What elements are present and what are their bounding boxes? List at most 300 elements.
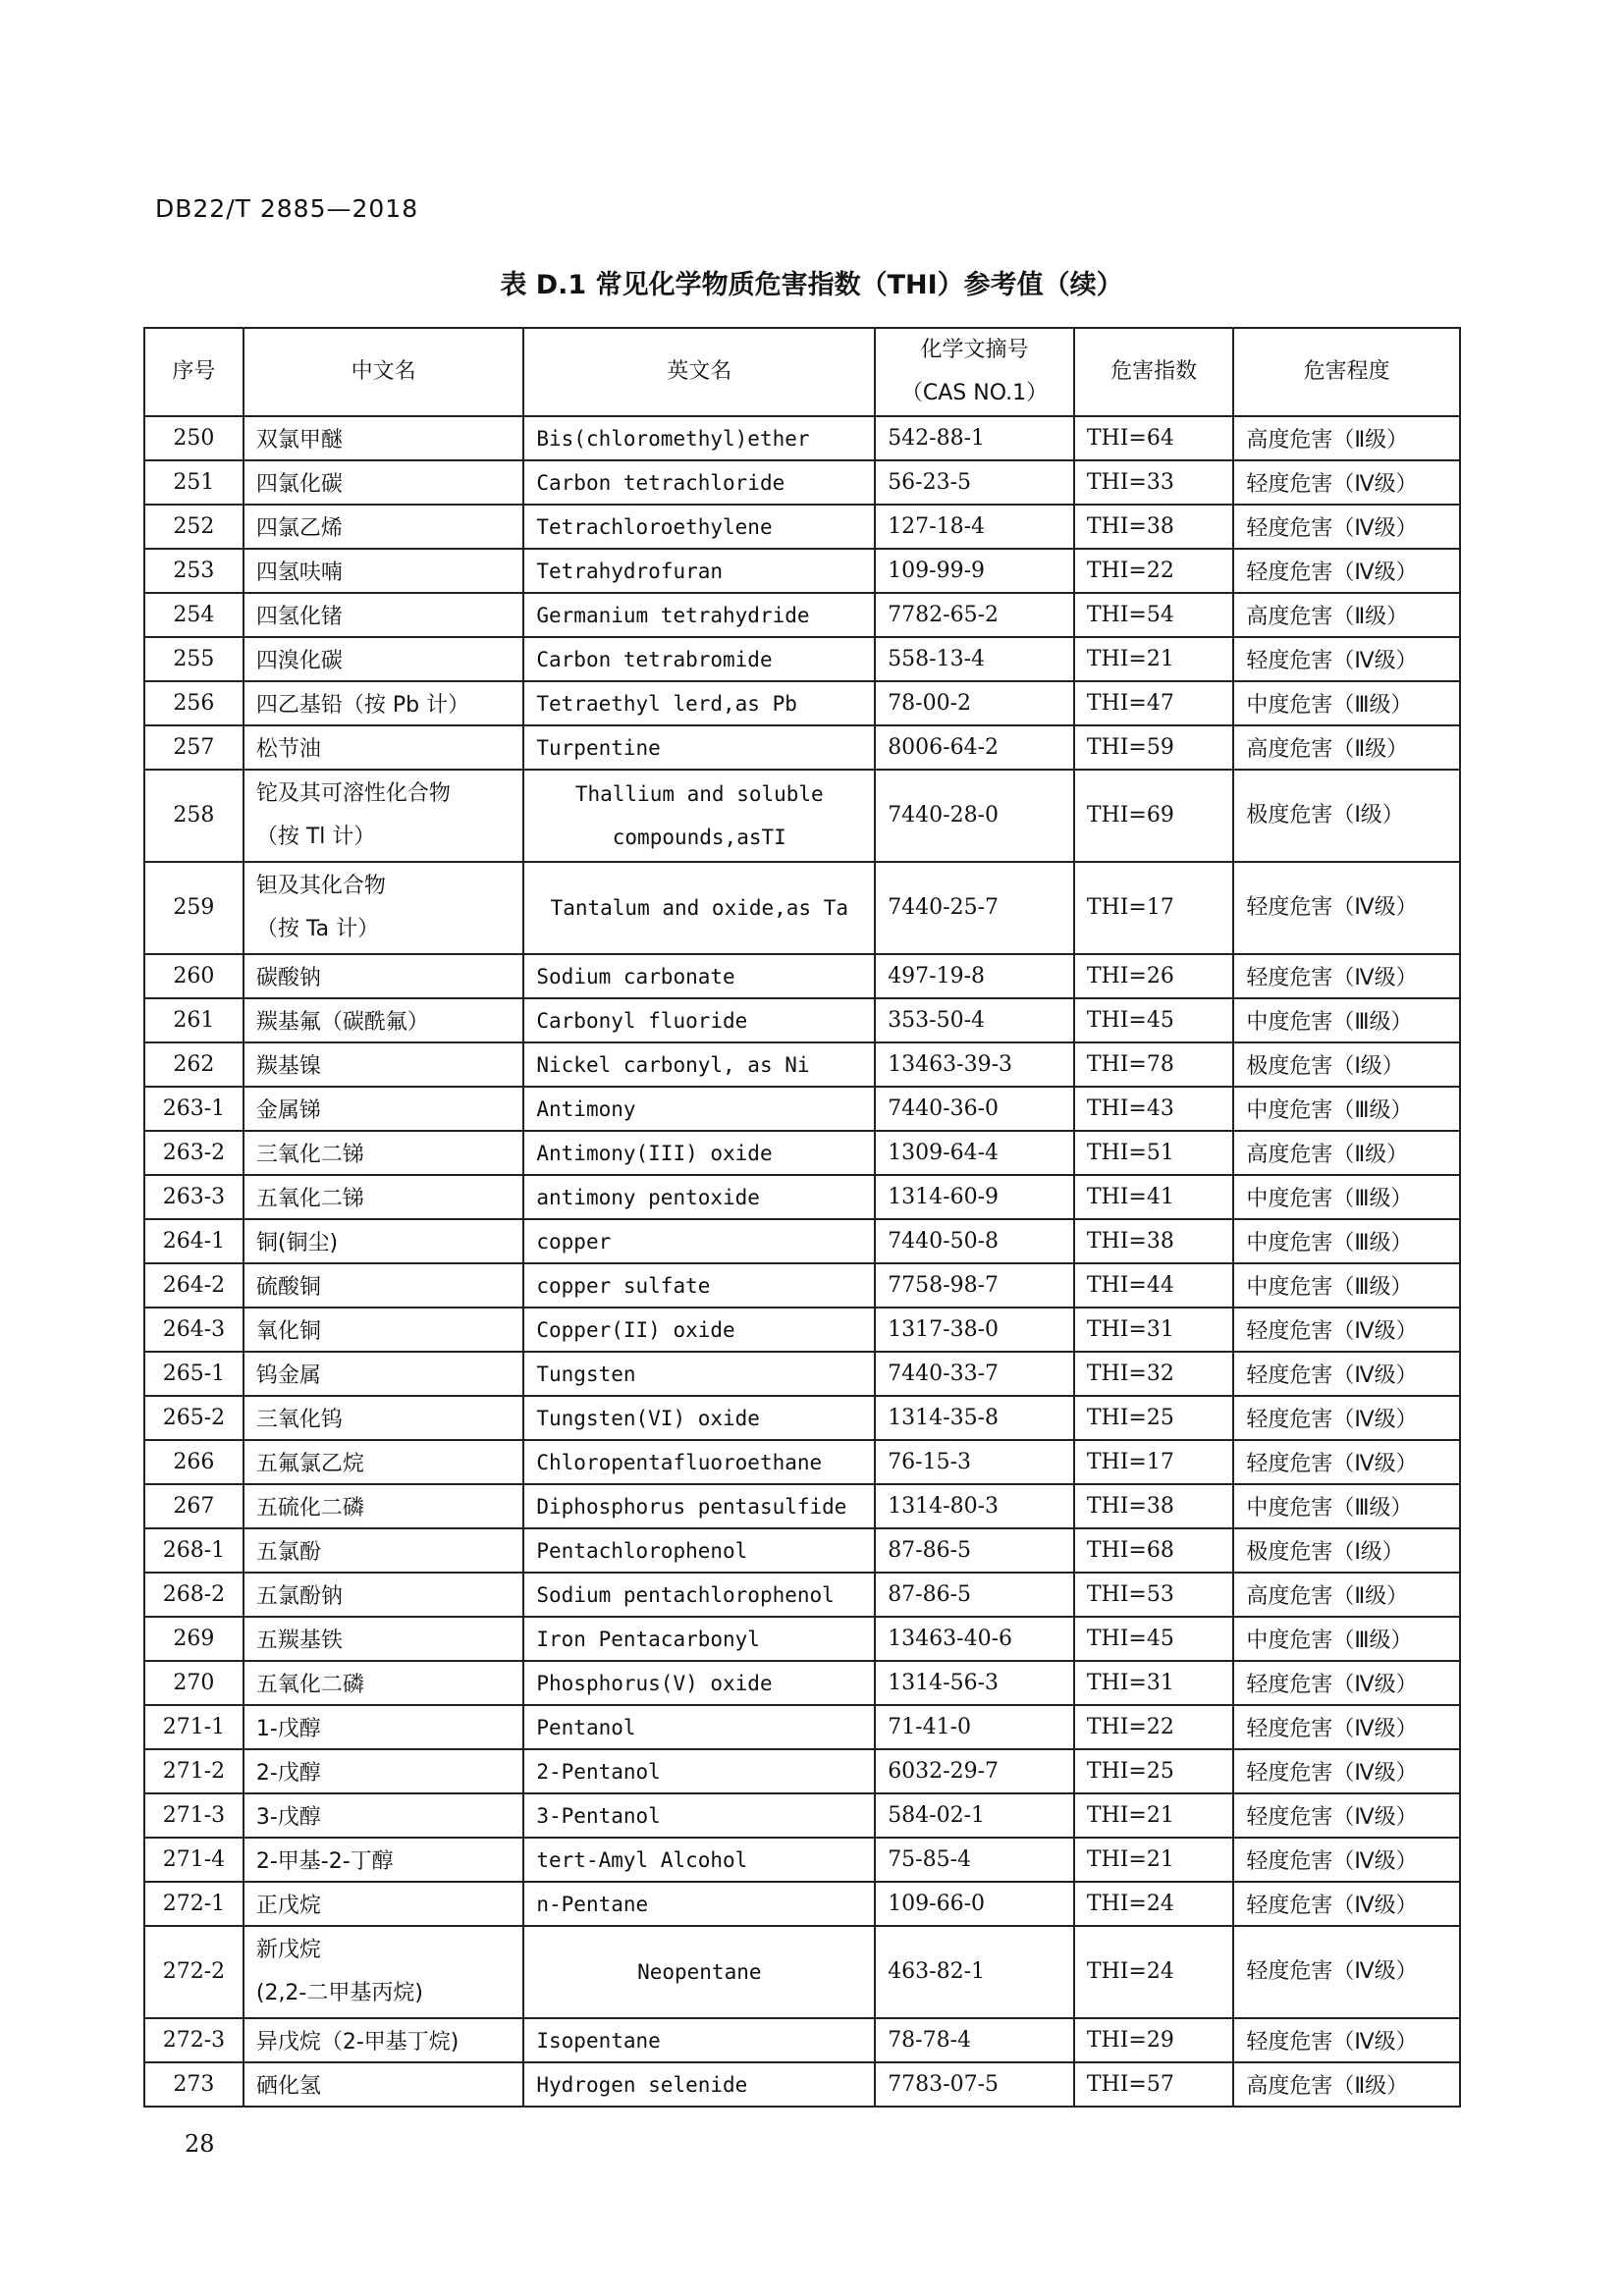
cell-cas: 6032-29-7 [875, 1749, 1074, 1793]
cn-name-line: 松节油 [255, 737, 321, 762]
thi-reference-table [143, 327, 1461, 2108]
cell-no: 264-2 [144, 1263, 243, 1308]
cell-no: 271-2 [144, 1749, 243, 1793]
cell-cn-name [243, 2018, 524, 2062]
cell-no: 253 [144, 549, 243, 593]
cell-cn-name [243, 1661, 524, 1705]
cn-name-line: 五氧化二磷 [255, 1673, 364, 1697]
cell-level: 轻度危害（Ⅳ级） [1233, 549, 1460, 593]
cell-no: 256 [144, 681, 243, 725]
cell-cas: 109-66-0 [875, 1882, 1074, 1926]
cell-thi: THI=45 [1074, 998, 1233, 1042]
table-row [144, 1352, 1460, 1396]
cell-no: 272-2 [144, 1926, 243, 2018]
cell-cn-name [243, 1705, 524, 1749]
cell-cn-name [243, 770, 524, 862]
cell-no: 252 [144, 505, 243, 549]
en-name-line: compounds,asTI [612, 826, 786, 849]
cell-cas: 1317-38-0 [875, 1308, 1074, 1352]
cell-en-name [523, 725, 875, 770]
cell-cn-name [243, 1308, 524, 1352]
cell-no: 264-1 [144, 1219, 243, 1263]
cell-no: 263-2 [144, 1131, 243, 1175]
table-row [144, 1793, 1460, 1838]
cell-level: 轻度危害（Ⅳ级） [1233, 460, 1460, 505]
table-row [144, 1882, 1460, 1926]
en-name-line: copper sulfate [536, 1273, 711, 1298]
en-name-line: Iron Pentacarbonyl [536, 1627, 760, 1651]
cn-name-line: 四氯化碳 [255, 472, 343, 497]
en-name-line: Hydrogen selenide [536, 2072, 748, 2097]
cell-no: 271-3 [144, 1793, 243, 1838]
cn-name-line: 三氧化钨 [255, 1408, 343, 1432]
cell-no: 262 [144, 1042, 243, 1087]
table-row [144, 505, 1460, 549]
cell-en-name [523, 1528, 875, 1573]
en-name-line: Antimony [536, 1096, 636, 1121]
cell-level: 轻度危害（Ⅳ级） [1233, 1352, 1460, 1396]
cell-thi: THI=78 [1074, 1042, 1233, 1087]
cell-thi: THI=26 [1074, 954, 1233, 998]
cn-name-line: 硒化氢 [255, 2074, 321, 2099]
cell-en-name [523, 1042, 875, 1087]
cn-name-line: 铊及其可溶性化合物 [255, 781, 451, 806]
table-row [144, 681, 1460, 725]
cell-en-name [523, 1926, 875, 2018]
cell-en-name [523, 2062, 875, 2107]
cn-name-line: (2,2-二甲基丙烷) [255, 1981, 423, 2005]
en-name-line: Pentanol [536, 1715, 636, 1739]
cell-cas: 1314-35-8 [875, 1396, 1074, 1440]
cell-en-name [523, 2018, 875, 2062]
cell-thi: THI=59 [1074, 725, 1233, 770]
cn-name-line: 钨金属 [255, 1363, 321, 1388]
cell-thi: THI=69 [1074, 770, 1233, 862]
cn-name-line: 2-戊醇 [255, 1761, 321, 1786]
col-header-cas-line2: （CAS NO.1） [900, 381, 1049, 405]
table-row [144, 549, 1460, 593]
cell-cas: 584-02-1 [875, 1793, 1074, 1838]
cell-en-name [523, 681, 875, 725]
cell-cas: 7440-50-8 [875, 1219, 1074, 1263]
cell-cn-name [243, 1042, 524, 1087]
document-code: DB22/T 2885—2018 [155, 194, 419, 223]
cell-level: 轻度危害（Ⅳ级） [1233, 1926, 1460, 2018]
table-row [144, 1440, 1460, 1484]
page-number: 28 [185, 2130, 215, 2158]
cell-cn-name [243, 1749, 524, 1793]
en-name-line: Carbon tetrachloride [536, 470, 785, 495]
cell-cas: 1309-64-4 [875, 1131, 1074, 1175]
cell-level: 轻度危害（Ⅳ级） [1233, 1705, 1460, 1749]
cell-thi: THI=21 [1074, 1838, 1233, 1882]
cell-no: 268-1 [144, 1528, 243, 1573]
cell-thi: THI=57 [1074, 2062, 1233, 2107]
cell-cas: 463-82-1 [875, 1926, 1074, 2018]
cn-name-line: 五氟氯乙烷 [255, 1452, 364, 1476]
cell-en-name [523, 1175, 875, 1219]
cell-level: 中度危害（Ⅲ级） [1233, 998, 1460, 1042]
cell-cn-name [243, 1926, 524, 2018]
cell-cas: 7758-98-7 [875, 1263, 1074, 1308]
cell-cn-name [243, 1131, 524, 1175]
cell-en-name [523, 549, 875, 593]
cell-thi: THI=38 [1074, 1219, 1233, 1263]
cell-cn-name [243, 549, 524, 593]
en-name-line: Antimony(III) oxide [536, 1141, 773, 1165]
cell-cas: 1314-56-3 [875, 1661, 1074, 1705]
cell-cn-name [243, 1087, 524, 1131]
table-row [144, 1131, 1460, 1175]
cn-name-line: 硫酸铜 [255, 1275, 321, 1300]
cn-name-line: 氧化铜 [255, 1319, 321, 1344]
cell-thi: THI=31 [1074, 1308, 1233, 1352]
en-name-line: Neopentane [637, 1960, 762, 1984]
cell-level: 轻度危害（Ⅳ级） [1233, 637, 1460, 681]
en-name-line: Sodium pentachlorophenol [536, 1582, 835, 1607]
cell-cn-name [243, 637, 524, 681]
cell-level: 中度危害（Ⅲ级） [1233, 1617, 1460, 1661]
cell-level: 轻度危害（Ⅳ级） [1233, 1661, 1460, 1705]
en-name-line: 3-Pentanol [536, 1803, 661, 1828]
cell-thi: THI=22 [1074, 1705, 1233, 1749]
cell-cas: 7440-33-7 [875, 1352, 1074, 1396]
cell-cn-name [243, 505, 524, 549]
cell-cn-name [243, 954, 524, 998]
cell-cas: 78-78-4 [875, 2018, 1074, 2062]
cell-thi: THI=17 [1074, 1440, 1233, 1484]
cell-level: 轻度危害（Ⅳ级） [1233, 2018, 1460, 2062]
cell-level: 中度危害（Ⅲ级） [1233, 1263, 1460, 1308]
table-row [144, 998, 1460, 1042]
en-name-line: Chloropentafluoroethane [536, 1450, 823, 1474]
col-header-thi: 危害指数 [1074, 328, 1233, 416]
table-row [144, 954, 1460, 998]
cell-level: 轻度危害（Ⅳ级） [1233, 1749, 1460, 1793]
cell-level: 中度危害（Ⅲ级） [1233, 1219, 1460, 1263]
cell-cas: 1314-80-3 [875, 1484, 1074, 1528]
cell-cas: 127-18-4 [875, 505, 1074, 549]
cn-name-line: 四乙基铅（按 Pb 计） [255, 693, 470, 718]
cell-level: 轻度危害（Ⅳ级） [1233, 954, 1460, 998]
table-row [144, 593, 1460, 637]
cell-cas: 75-85-4 [875, 1838, 1074, 1882]
en-name-line: antimony pentoxide [536, 1185, 760, 1209]
cell-no: 267 [144, 1484, 243, 1528]
table-header-row [144, 328, 1460, 416]
cn-name-line: 五羰基铁 [255, 1629, 343, 1653]
en-name-line: Tungsten [536, 1362, 636, 1386]
en-name-line: Phosphorus(V) oxide [536, 1671, 773, 1695]
cell-level: 中度危害（Ⅲ级） [1233, 681, 1460, 725]
cell-no: 265-1 [144, 1352, 243, 1396]
cell-en-name [523, 593, 875, 637]
cell-en-name [523, 1749, 875, 1793]
cn-name-line: 金属锑 [255, 1098, 321, 1123]
cell-en-name [523, 1793, 875, 1838]
cell-thi: THI=53 [1074, 1573, 1233, 1617]
cell-thi: THI=22 [1074, 549, 1233, 593]
cell-cas: 56-23-5 [875, 460, 1074, 505]
cn-name-line: 四氢呋喃 [255, 561, 343, 585]
cn-name-line: 羰基氟（碳酰氟） [255, 1010, 429, 1035]
cell-cn-name [243, 460, 524, 505]
cell-cn-name [243, 1793, 524, 1838]
cell-level: 高度危害（Ⅱ级） [1233, 725, 1460, 770]
table-row [144, 2062, 1460, 2107]
cell-cn-name [243, 681, 524, 725]
cell-level: 极度危害（Ⅰ级） [1233, 1528, 1460, 1573]
cell-thi: THI=47 [1074, 681, 1233, 725]
cell-thi: THI=68 [1074, 1528, 1233, 1573]
cell-thi: THI=43 [1074, 1087, 1233, 1131]
cell-no: 271-4 [144, 1838, 243, 1882]
table-row [144, 1175, 1460, 1219]
cell-cas: 109-99-9 [875, 549, 1074, 593]
cell-cas: 353-50-4 [875, 998, 1074, 1042]
cell-thi: THI=25 [1074, 1749, 1233, 1793]
cn-name-line: 3-戊醇 [255, 1805, 321, 1830]
cell-no: 264-3 [144, 1308, 243, 1352]
cell-cas: 7782-65-2 [875, 593, 1074, 637]
cell-no: 261 [144, 998, 243, 1042]
col-header-cas-line1: 化学文摘号 [920, 338, 1029, 362]
table-row [144, 1219, 1460, 1263]
cell-no: 250 [144, 416, 243, 460]
cell-en-name [523, 505, 875, 549]
cell-level: 轻度危害（Ⅳ级） [1233, 1793, 1460, 1838]
cell-en-name [523, 1396, 875, 1440]
en-name-line: Carbon tetrabromide [536, 647, 773, 671]
cell-cn-name [243, 1352, 524, 1396]
cell-no: 251 [144, 460, 243, 505]
cell-thi: THI=21 [1074, 1793, 1233, 1838]
cell-no: 265-2 [144, 1396, 243, 1440]
cell-level: 轻度危害（Ⅳ级） [1233, 1440, 1460, 1484]
table-row [144, 1573, 1460, 1617]
col-header-cas [875, 328, 1074, 416]
cell-no: 254 [144, 593, 243, 637]
cell-en-name [523, 770, 875, 862]
cell-thi: THI=31 [1074, 1661, 1233, 1705]
cell-cn-name [243, 1573, 524, 1617]
cell-level: 轻度危害（Ⅳ级） [1233, 862, 1460, 954]
en-name-line: Diphosphorus pentasulfide [536, 1494, 847, 1519]
cell-thi: THI=24 [1074, 1926, 1233, 2018]
table-title: 表 D.1 常见化学物质危害指数（THI）参考值（续） [500, 270, 1123, 300]
en-name-line: Tetraethyl lerd,as Pb [536, 691, 797, 716]
col-header-en-name: 英文名 [523, 328, 875, 416]
col-header-no: 序号 [144, 328, 243, 416]
cell-level: 轻度危害（Ⅳ级） [1233, 1396, 1460, 1440]
en-name-line: Pentachlorophenol [536, 1538, 748, 1563]
en-name-line: copper [536, 1229, 612, 1254]
cell-cas: 7440-36-0 [875, 1087, 1074, 1131]
table-row [144, 1396, 1460, 1440]
table-row [144, 770, 1460, 862]
cell-en-name [523, 637, 875, 681]
cn-name-line: 五氯酚钠 [255, 1584, 343, 1609]
cell-cas: 7440-28-0 [875, 770, 1074, 862]
cell-no: 270 [144, 1661, 243, 1705]
cell-cn-name [243, 1882, 524, 1926]
cell-en-name [523, 954, 875, 998]
cn-name-line: 五氧化二锑 [255, 1187, 364, 1211]
cell-cas: 76-15-3 [875, 1440, 1074, 1484]
en-name-line: Copper(II) oxide [536, 1317, 735, 1342]
cell-no: 263-3 [144, 1175, 243, 1219]
cn-name-line: 铜(铜尘) [255, 1231, 339, 1255]
cell-no: 272-1 [144, 1882, 243, 1926]
cn-name-line: 五氯酚 [255, 1540, 321, 1565]
en-name-line: Carbonyl fluoride [536, 1008, 748, 1033]
table-row [144, 1087, 1460, 1131]
cell-no: 273 [144, 2062, 243, 2107]
cn-name-line: （按 Tl 计） [255, 825, 376, 849]
cell-thi: THI=24 [1074, 1882, 1233, 1926]
cell-en-name [523, 1131, 875, 1175]
cell-no: 272-3 [144, 2018, 243, 2062]
table-row [144, 1926, 1460, 2018]
table-row [144, 416, 1460, 460]
cn-name-line: （按 Ta 计） [255, 917, 380, 941]
table-row [144, 1661, 1460, 1705]
table-row [144, 2018, 1460, 2062]
cell-level: 高度危害（Ⅱ级） [1233, 1573, 1460, 1617]
cell-en-name [523, 1087, 875, 1131]
cn-name-line: 钽及其化合物 [255, 874, 386, 898]
table-row [144, 1838, 1460, 1882]
cn-name-line: 新戊烷 [255, 1938, 321, 1962]
cell-thi: THI=38 [1074, 505, 1233, 549]
cell-no: 255 [144, 637, 243, 681]
cn-name-line: 碳酸钠 [255, 966, 321, 990]
table-row [144, 1263, 1460, 1308]
cell-thi: THI=33 [1074, 460, 1233, 505]
en-name-line: Turpentine [536, 735, 661, 760]
cell-cas: 87-86-5 [875, 1573, 1074, 1617]
cell-en-name [523, 1705, 875, 1749]
cell-en-name [523, 460, 875, 505]
cell-cas: 13463-39-3 [875, 1042, 1074, 1087]
cell-en-name [523, 1882, 875, 1926]
en-name-line: tert-Amyl Alcohol [536, 1847, 748, 1872]
en-name-line: 2-Pentanol [536, 1759, 661, 1784]
cell-en-name [523, 416, 875, 460]
cn-name-line: 双氯甲醚 [255, 428, 343, 453]
cell-cn-name [243, 1396, 524, 1440]
cell-no: 266 [144, 1440, 243, 1484]
cell-cas: 1314-60-9 [875, 1175, 1074, 1219]
cell-en-name [523, 998, 875, 1042]
cell-en-name [523, 1573, 875, 1617]
cell-thi: THI=21 [1074, 637, 1233, 681]
cell-thi: THI=32 [1074, 1352, 1233, 1396]
cell-cn-name [243, 1263, 524, 1308]
cell-thi: THI=41 [1074, 1175, 1233, 1219]
cell-cn-name [243, 1484, 524, 1528]
cell-cn-name [243, 1838, 524, 1882]
cell-cn-name [243, 998, 524, 1042]
en-name-line: Bis(chloromethyl)ether [536, 426, 810, 451]
cell-cas: 7783-07-5 [875, 2062, 1074, 2107]
cn-name-line: 四氢化锗 [255, 605, 343, 629]
en-name-line: Nickel carbonyl, as Ni [536, 1052, 810, 1077]
cell-no: 260 [144, 954, 243, 998]
cell-thi: THI=45 [1074, 1617, 1233, 1661]
cell-level: 高度危害（Ⅱ级） [1233, 416, 1460, 460]
cell-cas: 7440-25-7 [875, 862, 1074, 954]
cell-level: 中度危害（Ⅲ级） [1233, 1087, 1460, 1131]
cell-cn-name [243, 1440, 524, 1484]
cell-en-name [523, 1617, 875, 1661]
en-name-line: Tantalum and oxide,as Ta [550, 896, 848, 920]
en-name-line: Germanium tetrahydride [536, 603, 810, 627]
cn-name-line: 四氯乙烯 [255, 516, 343, 541]
cell-en-name [523, 1661, 875, 1705]
cell-cas: 497-19-8 [875, 954, 1074, 998]
cn-name-line: 正戊烷 [255, 1894, 321, 1918]
table-row [144, 1617, 1460, 1661]
cell-cas: 558-13-4 [875, 637, 1074, 681]
cell-level: 极度危害（Ⅰ级） [1233, 1042, 1460, 1087]
cell-no: 258 [144, 770, 243, 862]
cn-name-line: 四溴化碳 [255, 649, 343, 673]
cell-cn-name [243, 1617, 524, 1661]
col-header-cn-name: 中文名 [243, 328, 524, 416]
cell-thi: THI=25 [1074, 1396, 1233, 1440]
cell-thi: THI=17 [1074, 862, 1233, 954]
cell-thi: THI=54 [1074, 593, 1233, 637]
cell-no: 269 [144, 1617, 243, 1661]
cell-en-name [523, 1484, 875, 1528]
cell-level: 中度危害（Ⅲ级） [1233, 1175, 1460, 1219]
cell-cas: 87-86-5 [875, 1528, 1074, 1573]
table-row [144, 637, 1460, 681]
table-row [144, 1705, 1460, 1749]
cell-en-name [523, 1219, 875, 1263]
cell-level: 高度危害（Ⅱ级） [1233, 593, 1460, 637]
table-row [144, 725, 1460, 770]
table-row [144, 1528, 1460, 1573]
cell-thi: THI=64 [1074, 416, 1233, 460]
cell-en-name [523, 1838, 875, 1882]
cell-cn-name [243, 862, 524, 954]
cell-en-name [523, 1263, 875, 1308]
en-name-line: Tungsten(VI) oxide [536, 1406, 760, 1430]
table-row [144, 1042, 1460, 1087]
table-row [144, 460, 1460, 505]
cell-level: 中度危害（Ⅲ级） [1233, 1484, 1460, 1528]
cell-no: 257 [144, 725, 243, 770]
cell-cn-name [243, 1528, 524, 1573]
cell-level: 轻度危害（Ⅳ级） [1233, 1882, 1460, 1926]
cell-level: 极度危害（Ⅰ级） [1233, 770, 1460, 862]
cell-en-name [523, 1440, 875, 1484]
cell-level: 轻度危害（Ⅳ级） [1233, 1838, 1460, 1882]
cell-cn-name [243, 1175, 524, 1219]
cell-thi: THI=38 [1074, 1484, 1233, 1528]
table-row [144, 1308, 1460, 1352]
en-name-line: Tetrahydrofuran [536, 559, 724, 583]
cell-cn-name [243, 593, 524, 637]
cn-name-line: 五硫化二磷 [255, 1496, 364, 1521]
cell-level: 轻度危害（Ⅳ级） [1233, 1308, 1460, 1352]
table-body [144, 416, 1460, 2107]
cn-name-line: 1-戊醇 [255, 1717, 321, 1741]
cell-thi: THI=51 [1074, 1131, 1233, 1175]
cell-level: 轻度危害（Ⅳ级） [1233, 505, 1460, 549]
